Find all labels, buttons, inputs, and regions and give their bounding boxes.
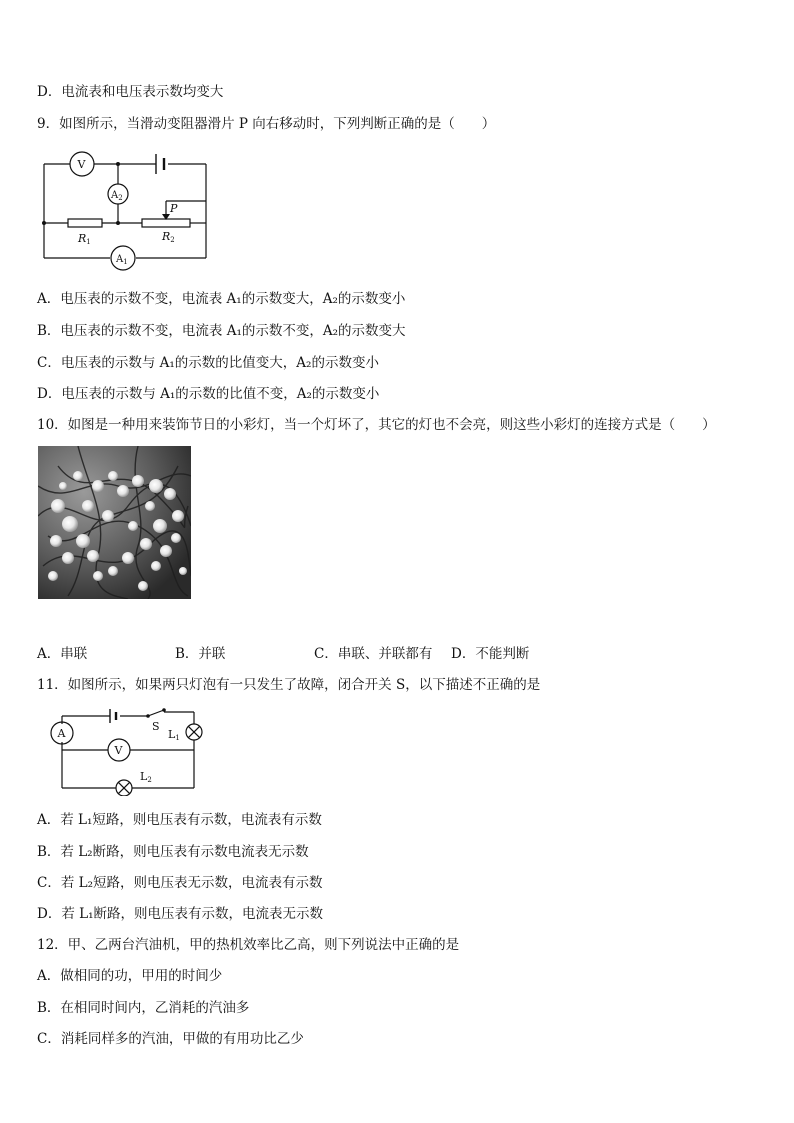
q12-stem: 12．甲、乙两台汽油机，甲的热机效率比乙高，则下列说法中正确的是 <box>37 937 460 953</box>
q9-r1-label: R1 <box>78 232 91 246</box>
q11-option-b: B．若 L₂断路，则电压表有示数电流表无示数 <box>37 844 309 860</box>
q8-option-d: D．电流表和电压表示数均变大 <box>37 84 224 100</box>
q10-stem: 10．如图是一种用来装饰节日的小彩灯，当一个灯坏了，其它的灯也不会亮，则这些小彩灯的连接方式是（ ） <box>37 417 716 433</box>
q10-option-c: C．串联、并联都有 <box>314 646 433 662</box>
q12-option-a: A．做相同的功，甲用的时间少 <box>37 968 223 984</box>
q10-option-d: D．不能判断 <box>451 646 530 662</box>
q10-string-lights-photo <box>38 446 191 599</box>
q11-switch-label: S <box>152 720 160 733</box>
q11-circuit-diagram <box>44 706 204 796</box>
q9-stem: 9．如图所示，当滑动变阻器滑片 P 向右移动时，下列判断正确的是（ ） <box>37 116 496 132</box>
q9-option-a: A．电压表的示数不变，电流表 A₁的示数变大，A₂的示数变小 <box>37 291 406 307</box>
q9-ammeter-a2-label: $A_2$ <box>111 190 123 202</box>
q10-option-a: A．串联 <box>37 646 88 662</box>
q12-option-c: C．消耗同样多的汽油，甲做的有用功比乙少 <box>37 1031 304 1047</box>
q9-ammeter-a1-label: $A_1$ <box>116 254 128 266</box>
q9-r2-label: R2 <box>162 230 175 244</box>
q11-option-c: C．若 L₂短路，则电压表无示数，电流表有示数 <box>37 875 323 891</box>
q9-voltmeter-label: V <box>77 158 86 171</box>
q11-option-a: A．若 L₁短路，则电压表有示数，电流表有示数 <box>37 812 322 828</box>
q10-option-b: B．并联 <box>175 646 226 662</box>
q9-circuit-diagram <box>38 148 218 273</box>
q9-option-d: D．电压表的示数与 A₁的示数的比值不变，A₂的示数变小 <box>37 386 380 402</box>
q9-option-b: B．电压表的示数不变，电流表 A₁的示数不变，A₂的示数变大 <box>37 323 406 339</box>
q9-slider-p-label: P <box>170 202 178 215</box>
q9-option-c: C．电压表的示数与 A₁的示数的比值变大，A₂的示数变小 <box>37 355 379 371</box>
q11-stem: 11．如图所示，如果两只灯泡有一只发生了故障，闭合开关 S，以下描述不正确的是 <box>37 677 541 693</box>
q11-l1-label: L1 <box>168 728 180 742</box>
q11-ammeter-label: A <box>57 727 66 740</box>
q12-option-b: B．在相同时间内，乙消耗的汽油多 <box>37 1000 250 1016</box>
q11-option-d: D．若 L₁断路，则电压表有示数，电流表无示数 <box>37 906 323 922</box>
q11-l2-label: L2 <box>140 770 152 784</box>
q11-voltmeter-label: V <box>114 744 123 757</box>
